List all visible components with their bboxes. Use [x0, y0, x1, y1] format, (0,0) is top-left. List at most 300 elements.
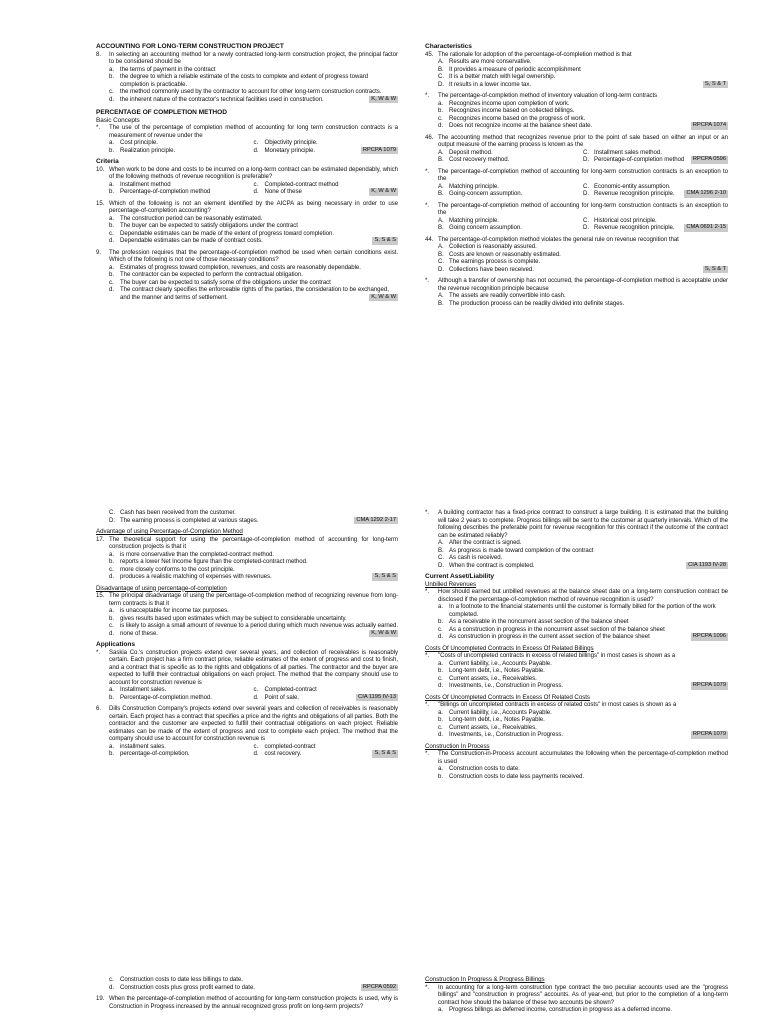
option-text: Historical cost principle.: [594, 216, 657, 224]
option-text: the terms of payment in the contract: [120, 65, 216, 73]
question-stem: [425, 750, 728, 765]
option-text: In a footnote to the financial statements until the customer is formally billed for the portion of the work completed.: [449, 603, 716, 618]
option-letter: c.: [438, 723, 443, 731]
option-letter: A.: [438, 243, 444, 250]
option-letter: c.: [253, 180, 259, 188]
option-letter: B.: [438, 546, 444, 554]
option-text: Percentage-of-completion method.: [120, 693, 212, 701]
answer-option: [438, 100, 728, 108]
question-number: *.: [425, 277, 429, 284]
option-text: Collections have been received.: [449, 265, 534, 273]
answer-option: [438, 183, 583, 191]
option-text: Revenue recognition principle.: [594, 224, 675, 231]
subheading-costs-costs: Costs Of Uncompleted Contracts In Excess Of Related Costs: [425, 693, 590, 701]
question-15: [96, 200, 398, 245]
question-unbilled: [425, 588, 728, 641]
question-46: [425, 134, 728, 164]
answer-option: [109, 509, 398, 517]
question-stem: [96, 995, 398, 1010]
answer-option: [438, 81, 728, 89]
continued-options-bottom: [96, 976, 398, 991]
option-text: Current liability, i.e., Accounts Payable.: [449, 659, 552, 667]
options-list: [425, 243, 728, 273]
options-list: [96, 215, 398, 245]
answer-option: [438, 115, 728, 123]
question-number: *.: [425, 750, 429, 757]
question-number: *.: [425, 92, 429, 99]
question-text: In selecting an accounting method for a newly contracted long-term construction project, the principal factor to be considered should be: [109, 50, 398, 65]
option-letter: c.: [109, 622, 114, 629]
right-bottom-section: [425, 976, 728, 1014]
options-list: [96, 181, 398, 196]
option-text: Installment sales method.: [594, 148, 662, 156]
options-list: [425, 58, 728, 88]
option-letter: c.: [109, 976, 114, 983]
option-letter: B.: [438, 156, 444, 163]
question-8: [96, 51, 398, 104]
question-number: 8.: [96, 50, 101, 58]
option-letter: D.: [583, 224, 589, 231]
question-number: 17.: [96, 535, 105, 543]
answer-option: [109, 181, 254, 189]
answer-option: [109, 607, 398, 615]
option-text: The buyer can be expected to satisfy obligations under the contract: [120, 222, 298, 229]
question-stem: [425, 92, 728, 100]
question-number: 6.: [96, 705, 101, 712]
options-list: [96, 551, 398, 581]
question-number: *.: [425, 701, 429, 708]
question-cost-2: [425, 701, 728, 739]
subheading-costs-billings: Costs Of Uncompleted Contracts In Excess Of Related Billings: [425, 644, 594, 652]
option-text: None of these: [264, 188, 302, 195]
option-text: installment sales.: [120, 742, 166, 750]
answer-option: [109, 976, 398, 984]
option-letter: d.: [253, 188, 259, 195]
source-tag: CIA 1193 IV-28: [688, 561, 726, 568]
answer-option: [109, 271, 398, 279]
right-top-section: [425, 43, 728, 307]
question-text: A building contractor has a fixed-price contract to construct a large building. It is estimated that the building will take 2 years to complete. Progress billings will be sent to the customer at quarterly intervals. Which of the following describes the preferable point for revenue recognition for this contract if the outcome of the contract can be estimated reliably?: [438, 509, 728, 539]
source-tag: K, W & W: [371, 293, 396, 300]
option-text: Construction costs to date.: [449, 765, 520, 772]
option-letter: c.: [438, 625, 443, 633]
options-list: [96, 66, 398, 104]
question-saskia: [96, 649, 398, 702]
option-text: Objectivity principle.: [264, 139, 318, 146]
question-building: [425, 509, 728, 569]
question-stem: [96, 536, 398, 551]
question-10: [96, 166, 398, 196]
question-text: Saskia Co.'s construction projects extend over several years, and collection of receivables is reasonably certain. Each project has a firm contract price, reliable estimates of the extent of progress and cost to finish, and a contract that is specific as to the rights and obligations of all parties. The contractor and the buyer are expected to fulfill their contractual obligations on each project. The method that the company should use to account for construction revenue is: [109, 648, 398, 686]
question-text: The profession requires that the percentage-of-completion method be used when certain conditions exist. Which of the following is not one of those necessary conditions?: [109, 248, 398, 263]
option-text: The earning process is completed at various stages.: [120, 516, 259, 524]
option-letter: D.: [438, 561, 444, 569]
question-number: 45.: [425, 50, 434, 58]
option-letter: d.: [438, 731, 443, 738]
source-tag: K, W & W: [371, 95, 396, 102]
question-stem: [96, 200, 398, 215]
option-letter: b.: [109, 558, 114, 565]
question-stem: [425, 134, 728, 149]
question-text: The percentage-of-completion method of inventory valuation of long-term contracts: [438, 92, 658, 99]
answer-option: [109, 279, 398, 287]
question-text: "Billings on uncompleted contracts in excess of related costs" in most cases is shown as a: [438, 701, 677, 708]
subheading-cip-billings: Construction In Progress & Progress Billings: [425, 976, 545, 983]
option-text: is unacceptable for income tax purposes.: [120, 607, 229, 614]
option-letter: c.: [253, 686, 259, 693]
option-text: Revenue recognition principle.: [594, 190, 675, 197]
answer-option: [438, 633, 728, 641]
question-stem: [425, 168, 728, 183]
question-stem: [425, 236, 728, 244]
answer-option: [438, 217, 583, 225]
option-text: As construction in progress in the current asset section of the balance sheet: [449, 633, 650, 640]
option-letter: b.: [109, 188, 114, 195]
answer-option: [438, 618, 728, 626]
option-text: Recognizes income based on collected billings.: [449, 107, 575, 114]
option-letter: c.: [109, 565, 114, 573]
option-text: The construction period can be reasonably estimated.: [120, 214, 263, 222]
left-mid-section: [96, 509, 398, 758]
option-text: Installment method: [120, 180, 171, 188]
question-stem: [96, 51, 398, 66]
option-letter: d.: [109, 286, 114, 293]
source-tag: CMA 1292 2-17: [356, 516, 396, 523]
answer-option: [583, 217, 728, 225]
option-text: Cost recovery method.: [449, 156, 510, 163]
question-stem: [425, 51, 728, 59]
question-stem: [425, 701, 728, 709]
option-letter: a.: [438, 1006, 443, 1013]
option-letter: b.: [109, 146, 114, 154]
option-letter: b.: [109, 222, 114, 229]
answer-option: [438, 1006, 728, 1014]
source-tag: CIA 1195 IV-13: [358, 693, 396, 700]
question-number: 10.: [96, 165, 105, 173]
option-text: Construction costs to date less payments received.: [449, 772, 585, 780]
option-letter: C.: [438, 554, 444, 561]
options-list: [96, 607, 398, 637]
option-text: Monetary principle.: [264, 146, 316, 154]
answer-option: [438, 660, 728, 668]
question-stem: [425, 202, 728, 217]
question-cip: [425, 750, 728, 780]
option-text: When the contract is completed.: [449, 561, 535, 569]
option-letter: d.: [109, 629, 114, 637]
option-text: Long-term debt, i.e., Notes Payable.: [449, 667, 545, 674]
answer-option: [438, 190, 583, 198]
option-letter: a.: [109, 214, 114, 222]
option-letter: A.: [438, 148, 444, 156]
option-text: The contractor can be expected to perform the contractual obligation.: [120, 271, 303, 278]
options-list: [96, 686, 398, 701]
option-letter: b.: [109, 693, 114, 701]
option-letter: c.: [109, 229, 114, 237]
question-stem: [96, 166, 398, 181]
question-number: 19.: [96, 995, 105, 1002]
question-44: [425, 236, 728, 274]
source-tag: S, S & S: [374, 237, 396, 243]
option-text: Dependable estimates can be made of contract costs.: [120, 237, 263, 244]
question-number: *.: [425, 588, 429, 595]
options-list: [425, 292, 728, 307]
option-letter: B.: [438, 299, 444, 307]
answer-option: [109, 750, 254, 758]
question-transfer: [425, 277, 728, 307]
answer-option: [438, 66, 728, 74]
options-list: [96, 976, 398, 991]
answer-option: [109, 88, 398, 96]
source-tag: CMA 0691 2-15: [686, 224, 726, 230]
option-text: the degree to which a reliable estimate of the costs to complete and extent of progress toward completion is practicable.: [120, 73, 368, 88]
source-tag: RPCPA 1079: [692, 731, 726, 737]
option-text: After the contract is signed.: [449, 539, 522, 546]
source-tag: RPCPA 1074: [692, 122, 726, 128]
option-letter: C.: [583, 148, 589, 156]
question-text: The Construction-in-Process account accumulates the following when the percentage-of-completion method is used: [438, 750, 728, 765]
option-letter: c.: [109, 88, 114, 95]
source-tag: RPCPA 1079: [692, 682, 726, 688]
question-stem: [96, 124, 398, 139]
answer-option: [438, 667, 728, 675]
options-list: [425, 1006, 728, 1014]
option-letter: A.: [438, 58, 444, 65]
answer-option: [438, 300, 728, 308]
option-letter: b.: [438, 107, 443, 114]
answer-option: [254, 686, 399, 694]
question-17: [96, 536, 398, 581]
option-letter: d.: [438, 122, 443, 129]
answer-option: [438, 149, 583, 157]
option-letter: d.: [438, 682, 443, 689]
option-text: It provides a measure of periodic accomplishment: [449, 65, 581, 73]
subheading-criteria: Criteria: [96, 158, 119, 165]
answer-option: [438, 122, 728, 130]
answer-option: [438, 724, 728, 732]
option-letter: a.: [438, 765, 443, 772]
question-number: *.: [425, 167, 429, 175]
question-text: The percentage-of-completion method of accounting for long-term construction contracts is an exception to the: [438, 201, 728, 216]
option-letter: D.: [438, 80, 444, 88]
option-text: Deposit method.: [449, 148, 493, 156]
answer-option: [438, 539, 728, 547]
answer-option: [438, 156, 583, 164]
option-text: more closely conforms to the cost principle.: [120, 565, 235, 573]
subheading-unbilled: Unbilled Revenues: [425, 580, 477, 588]
option-letter: A.: [438, 216, 444, 224]
option-letter: c.: [109, 278, 114, 286]
option-text: none of these.: [120, 629, 158, 637]
option-text: As cash is received.: [449, 554, 503, 561]
question-text: The percentage-of-completion method violates the general rule on revenue recognition that: [438, 235, 679, 243]
answer-option: [438, 716, 728, 724]
answer-option: [109, 230, 398, 238]
option-letter: d.: [253, 750, 259, 757]
option-text: Realization principle.: [120, 146, 176, 154]
answer-option: [109, 147, 254, 155]
answer-option: [438, 107, 728, 115]
option-letter: b.: [109, 614, 114, 622]
option-letter: d.: [253, 693, 259, 701]
source-tag: RPCPA 1079: [362, 146, 396, 153]
source-tag: S, S & T: [704, 80, 726, 87]
answer-option: [438, 603, 728, 618]
answer-option: [109, 573, 398, 581]
option-text: Cost principle.: [120, 139, 158, 146]
answer-option: [109, 615, 398, 623]
option-text: Dependable estimates can be made of the extent of progress toward completion.: [120, 229, 334, 237]
answer-option: [109, 743, 254, 751]
options-list: [425, 603, 728, 641]
question-exception-1: [425, 168, 728, 198]
source-tag: RPCPA 0592: [362, 983, 396, 990]
option-text: Current assets, i.e., Receivables.: [449, 674, 537, 682]
option-letter: b.: [109, 73, 114, 80]
option-text: Investments, i.e., Construction in Progress.: [449, 682, 563, 689]
subheading-applications: Applications: [96, 641, 135, 648]
left-top-section: [96, 43, 398, 301]
option-letter: b.: [438, 667, 443, 674]
option-letter: a.: [109, 139, 114, 146]
option-text: Estimates of progress toward completion, revenues, and costs are reasonably dependable.: [120, 263, 361, 271]
question-number: 46.: [425, 133, 434, 141]
answer-option: [438, 731, 728, 739]
answer-option: [109, 558, 398, 566]
option-letter: d.: [253, 146, 259, 154]
question-exception-2: [425, 202, 728, 232]
question-text: Which of the following is not an element identified by the AICPA as being necessary in order to use percentage-of-completion accounting?: [109, 199, 398, 214]
question-stem: [425, 652, 728, 660]
option-text: is more conservative than the completed-contract method.: [120, 550, 275, 558]
option-text: Completed-contract method: [264, 180, 339, 188]
option-text: cost recovery.: [264, 750, 302, 757]
answer-option: [109, 188, 254, 196]
question-6: [96, 705, 398, 758]
option-text: Investments, i.e., Construction in Progress.: [449, 731, 563, 738]
option-letter: a.: [109, 180, 114, 188]
answer-option: [254, 139, 399, 147]
option-letter: B.: [438, 250, 444, 258]
question-stem: [425, 509, 728, 539]
option-letter: b.: [109, 750, 114, 757]
answer-option: [438, 251, 728, 259]
option-text: Collection is reasonably assured.: [449, 243, 537, 250]
option-letter: C.: [583, 216, 589, 224]
section-title: ACCOUNTING FOR LONG-TERM CONSTRUCTION PROJECT: [96, 43, 284, 50]
subheading: Basic Concepts: [96, 116, 140, 124]
options-list: [425, 660, 728, 690]
question-number: *.: [425, 652, 429, 659]
option-letter: c.: [253, 139, 259, 146]
question-stem: [425, 588, 728, 603]
option-letter: B.: [438, 224, 444, 231]
question-text: "Costs of uncompleted contracts in excess of related billings" in most cases is shown as a: [438, 652, 676, 659]
source-tag: S, S & S: [374, 750, 396, 756]
answer-option: [109, 139, 254, 147]
answer-option: [109, 694, 254, 702]
option-text: Current liability, i.e., Accounts Payable.: [449, 708, 552, 716]
option-text: reports a lower Net Income figure than the completed-contract method.: [120, 558, 308, 565]
answer-option: [438, 554, 728, 562]
answer-option: [438, 258, 728, 266]
option-text: Going-concern assumption.: [449, 190, 523, 197]
option-letter: C.: [438, 73, 444, 80]
answer-option: [109, 215, 398, 223]
answer-option: [438, 765, 728, 773]
options-list: [425, 183, 728, 198]
option-letter: C.: [109, 509, 115, 516]
option-letter: a.: [438, 708, 443, 716]
option-text: Current assets, i.e., Receivables.: [449, 723, 537, 731]
option-letter: d.: [109, 983, 114, 991]
right-mid-section: [425, 509, 728, 780]
option-letter: a.: [438, 603, 443, 610]
option-text: The contract clearly specifies the enforceable rights of the parties, the consideration to be exchanged, and the manner and terms of settlement.: [120, 286, 389, 301]
answer-option: [438, 626, 728, 634]
option-letter: c.: [253, 742, 259, 750]
source-tag: RPCPA 0596: [692, 156, 726, 162]
source-tag: S, S & S: [374, 573, 396, 579]
option-letter: b.: [438, 716, 443, 723]
subheading-advantage: Advantage of using Percentage-of-Completion Method: [96, 528, 243, 535]
option-letter: c.: [438, 674, 443, 682]
answer-option: [254, 743, 399, 751]
options-list: [425, 709, 728, 739]
option-letter: B.: [438, 190, 444, 197]
source-tag: RPCPA 1096: [692, 633, 726, 639]
answer-option: [109, 73, 398, 88]
options-list: [96, 139, 398, 154]
answer-option: [438, 562, 728, 570]
question-stem: [425, 984, 728, 1007]
question-number: *.: [425, 509, 429, 516]
options-list: [425, 765, 728, 780]
option-text: Does not recognize income at the balance sheet date.: [449, 122, 593, 129]
question-text: In accounting for a long-term construction type contract the two peculiar accounts used are the "progress billings" and "construction in progress" accounts. As of year-end, but prior to the completion of a long-term contract how should the balance of these two accounts be shown?: [438, 983, 728, 1006]
question-number: 44.: [425, 235, 434, 243]
subheading-disadvantage: Disadvantage of using percentage-of-completion: [96, 584, 227, 592]
answer-option: [438, 292, 728, 300]
option-letter: b.: [109, 271, 114, 278]
option-letter: a.: [438, 99, 443, 107]
option-letter: a.: [109, 550, 114, 558]
option-text: Recognizes income based on the progress of work.: [449, 114, 586, 122]
option-letter: A.: [438, 182, 444, 190]
question-text: How should earned but unbilled revenues at the balance sheet date on a long-term construction contract be disclosed if the percentage-of-completion method of revenue recognition is used?: [438, 588, 728, 603]
question-basic: [96, 124, 398, 154]
question-text: The theoretical support for using the percentage-of-completion method of accounting for long-term construction projects is that it: [109, 535, 398, 550]
option-letter: c.: [438, 114, 443, 122]
subheading-cip: Construction In Process: [425, 742, 490, 750]
option-text: Point of sale.: [264, 693, 300, 701]
option-text: Percentage-of-completion method: [594, 156, 685, 163]
option-text: gives results based upon estimates which may be subject to considerable uncertainty.: [120, 614, 347, 622]
question-45: [425, 51, 728, 89]
option-letter: D.: [438, 265, 444, 273]
answer-option: [109, 622, 398, 630]
option-letter: d.: [109, 95, 114, 103]
answer-option: [438, 709, 728, 717]
option-text: As a receivable in the noncurrent asset section of the balance sheet: [449, 618, 629, 625]
question-number: *.: [425, 201, 429, 209]
option-letter: A.: [438, 539, 444, 546]
option-text: completed-contract: [264, 742, 316, 750]
question-text: When work to be done and costs to be incurred on a long-term contract can be estimated dependably, which of the following methods of revenue recognition is preferable?: [109, 165, 398, 180]
answer-option: [109, 264, 398, 272]
option-text: As a construction in progress in the noncurrent asset section of the balance sheet: [449, 625, 665, 633]
answer-option: [109, 630, 398, 638]
answer-option: [438, 682, 728, 690]
